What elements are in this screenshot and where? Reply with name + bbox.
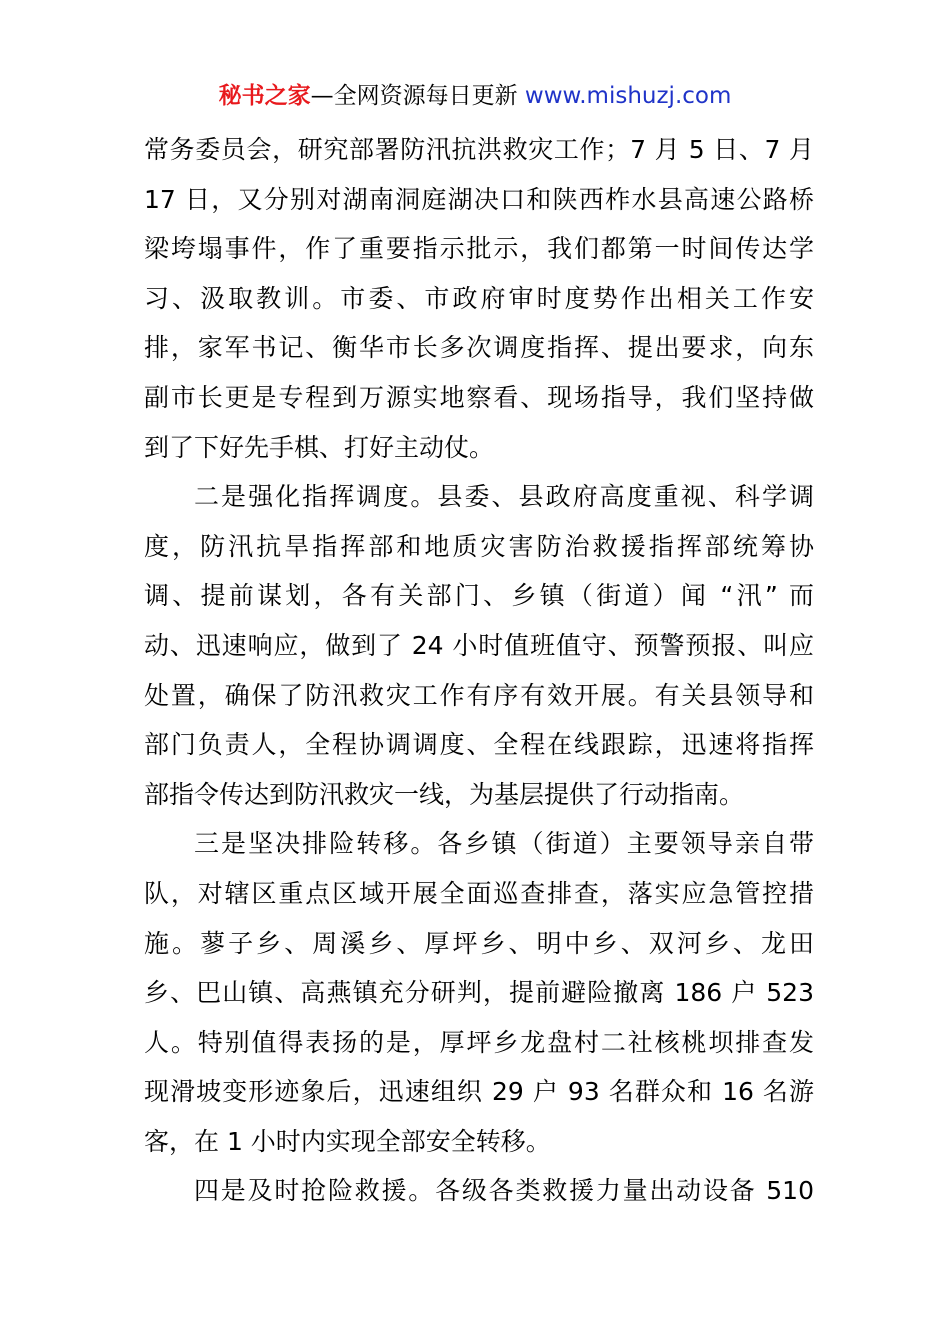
header-tagline: —全网资源每日更新 <box>310 83 518 109</box>
text-line: 人。特别值得表扬的是，厚坪乡龙盘村二社核桃坝排查发 <box>144 1027 814 1057</box>
text-line: 习、汲取教训。市委、市政府审时度势作出相关工作安 <box>144 283 814 313</box>
text-line: 17 日，又分别对湖南洞庭湖决口和陕西柞水县高速公路桥 <box>144 184 814 214</box>
text-line: 施。蓼子乡、周溪乡、厚坪乡、明中乡、双河乡、龙田 <box>144 928 814 958</box>
brand-name: 秘书之家 <box>218 83 311 109</box>
text-line: 处置，确保了防汛救灾工作有序有效开展。有关县领导和 <box>144 680 814 710</box>
page-header <box>0 80 950 112</box>
text-line: 副市长更是专程到万源实地察看、现场指导，我们坚持做 <box>144 382 814 412</box>
text-line: 动、迅速响应，做到了 24 小时值班值守、预警预报、叫应 <box>144 630 814 660</box>
text-line: 度，防汛抗旱指挥部和地质灾害防治救援指挥部统筹协 <box>144 531 814 561</box>
text-line: 队，对辖区重点区域开展全面巡查排查，落实应急管控措 <box>144 878 814 908</box>
text-line: 部指令传达到防汛救灾一线，为基层提供了行动指南。 <box>144 779 745 809</box>
text-line: 梁垮塌事件，作了重要指示批示，我们都第一时间传达学 <box>144 234 814 264</box>
text-line: 调、提前谋划，各有关部门、乡镇（街道）闻 “汛” 而 <box>144 581 814 611</box>
website-link[interactable]: www.mishuzj.com <box>524 83 732 109</box>
text-line: 常务委员会，研究部署防汛抗洪救灾工作；7 月 5 日、7 月 <box>144 135 814 164</box>
text-line: 三是坚决排险转移。各乡镇（街道）主要领导亲自带 <box>194 829 814 859</box>
text-line: 客，在 1 小时内实现全部安全转移。 <box>144 1126 551 1156</box>
text-line: 部门负责人，全程协调调度、全程在线跟踪，迅速将指挥 <box>144 730 814 760</box>
text-line: 四是及时抢险救援。各级各类救援力量出动设备 510 <box>194 1176 814 1206</box>
text-line: 现滑坡变形迹象后，迅速组织 29 户 93 名群众和 16 名游 <box>144 1077 814 1107</box>
text-line: 排，家军书记、衡华市长多次调度指挥、提出要求，向东 <box>144 333 814 363</box>
text-line: 到了下好先手棋、打好主动仗。 <box>144 432 495 462</box>
text-line: 二是强化指挥调度。县委、县政府高度重视、科学调 <box>194 482 814 512</box>
text-line: 乡、巴山镇、高燕镇充分研判，提前避险撤离 186 户 523 <box>144 978 814 1008</box>
document-body <box>144 125 814 1216</box>
